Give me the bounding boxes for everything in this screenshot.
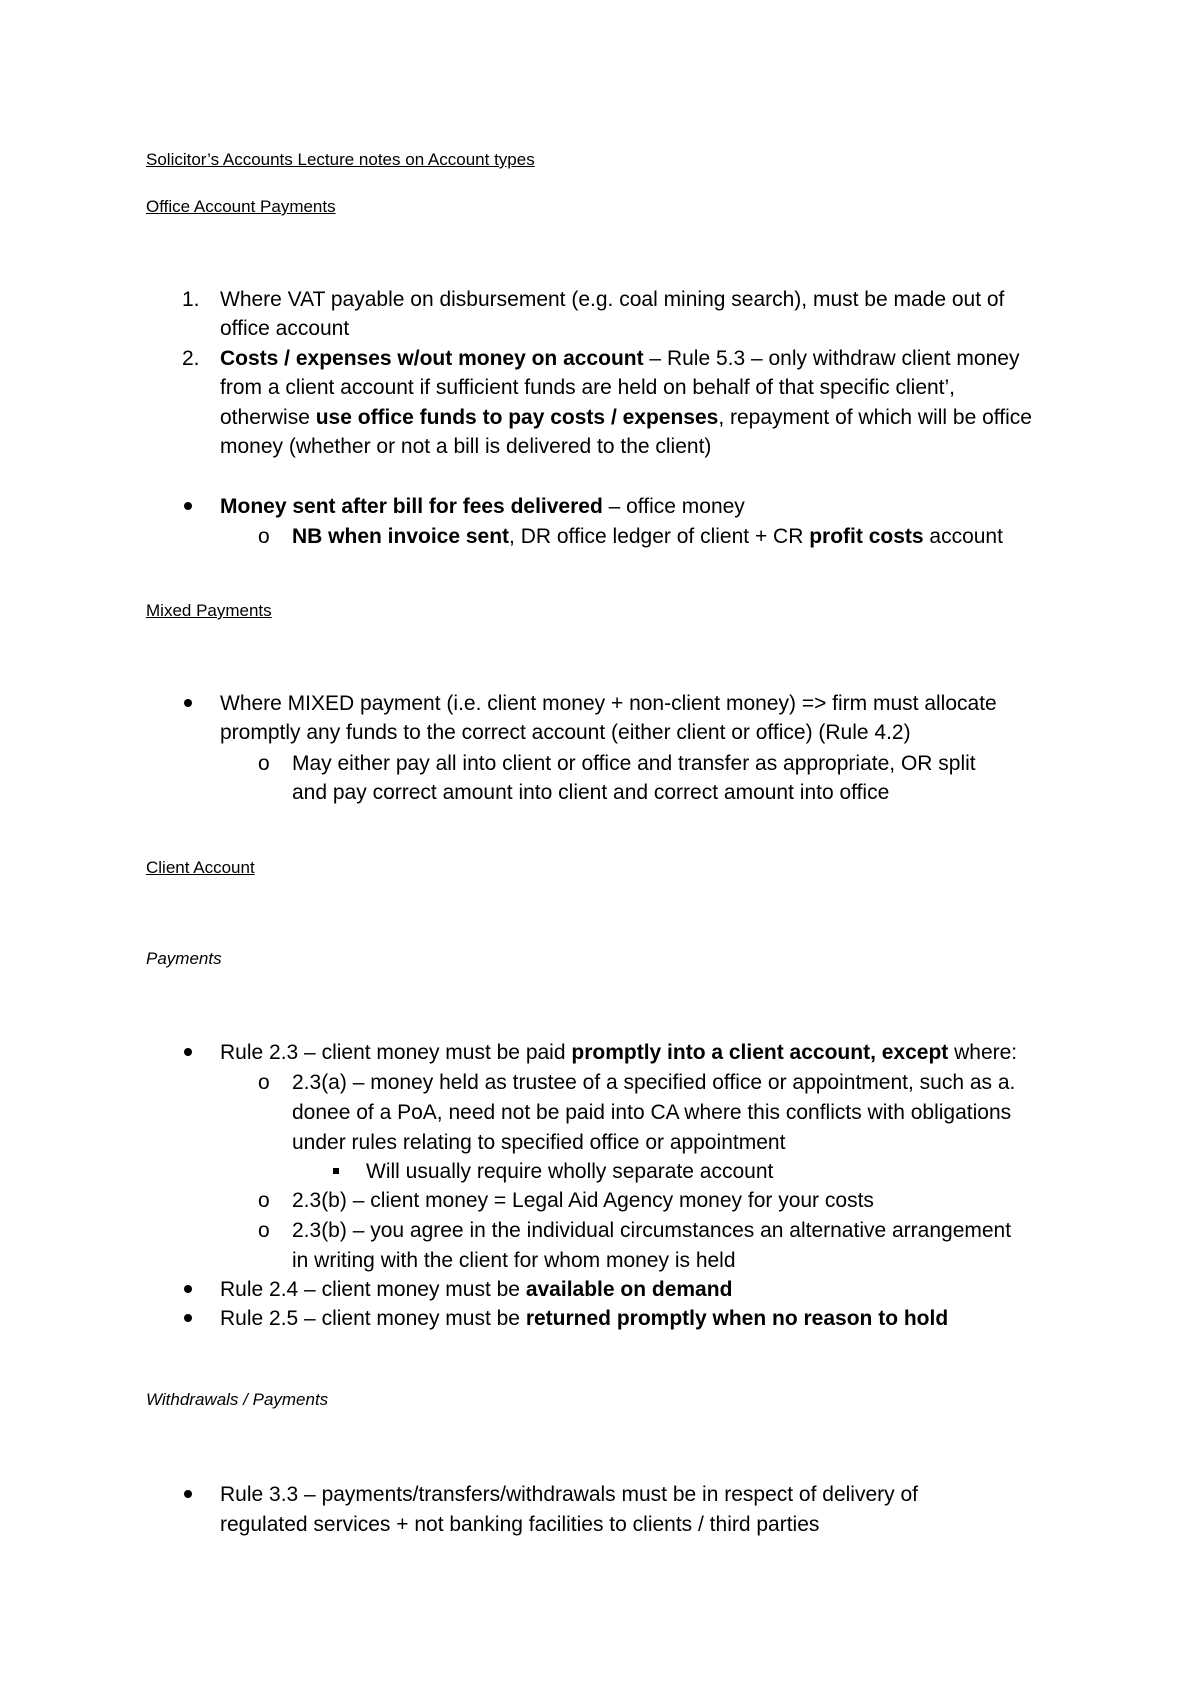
client-b2-bold: available on demand — [525, 1278, 733, 1301]
client-s2: 2.3(b) – client money = Legal Aid Agency money for your costs — [292, 1189, 874, 1212]
item1-line1: Where VAT payable on disbursement (e.g. coal mining search), must be made out of — [220, 288, 1005, 311]
office-sub1-bold1: NB when invoice sent — [292, 525, 510, 548]
office-sub1-mid: , DR office ledger of client + CR — [509, 525, 810, 548]
sub-bullet-marker: o — [258, 752, 270, 775]
sub-bullet-marker: o — [258, 1219, 270, 1242]
client-s1-line1: 2.3(a) – money held as trustee of a specified office or appointment, such as a. — [292, 1071, 1016, 1094]
office-bullet1 — [220, 493, 745, 521]
mixed-payments-heading: Mixed Payments — [146, 601, 272, 620]
withdrawals-subheading: Withdrawals / Payments — [146, 1390, 329, 1409]
mixed-bullet-line2: promptly any funds to the correct account (either client or office) (Rule 4.2) — [220, 721, 911, 744]
bullet-icon — [184, 1285, 192, 1293]
item2-line3 — [220, 404, 1032, 432]
item2-number: 2. — [182, 347, 200, 370]
item2-line1 — [220, 345, 1019, 373]
client-s1-line3: under rules relating to specified office or appointment — [292, 1131, 786, 1154]
client-b3-bold: returned promptly when no reason to hold — [525, 1307, 949, 1330]
client-b4-line1: Rule 3.3 – payments/transfers/withdrawals must be in respect of delivery of — [220, 1483, 918, 1506]
sub-bullet-marker: o — [258, 1189, 270, 1212]
mixed-bullet-line1: Where MIXED payment (i.e. client money + non-client money) => firm must allocate — [220, 692, 997, 715]
client-account-heading: Client Account — [146, 858, 255, 877]
client-bullet3 — [220, 1305, 948, 1333]
item2-l3-pre: otherwise — [220, 406, 316, 429]
payments-subheading: Payments — [146, 949, 222, 968]
mixed-sub-line1: May either pay all into client or office and transfer as appropriate, OR split — [292, 752, 976, 775]
document-title: Solicitor’s Accounts Lecture notes on Account types — [146, 150, 535, 169]
mixed-sub-line2: and pay correct amount into client and correct amount into office — [292, 781, 890, 804]
sub-bullet-marker: o — [258, 525, 270, 548]
square-bullet-icon — [333, 1168, 339, 1174]
client-s1-line2: donee of a PoA, need not be paid into CA where this conflicts with obligations — [292, 1101, 1012, 1124]
item1-line2: office account — [220, 317, 350, 340]
client-b2-pre: Rule 2.4 – client money must be — [220, 1278, 526, 1301]
office-bullet1-rest: – office money — [602, 495, 745, 518]
client-b1-pre: Rule 2.3 – client money must be paid — [220, 1041, 572, 1064]
client-b1-post: where: — [948, 1041, 1018, 1064]
item2-bold: Costs / expenses w/out money on account — [220, 347, 644, 370]
client-bullet1 — [220, 1039, 1017, 1067]
item2-line2: from a client account if sufficient funds are held on behalf of that specific client’, — [220, 376, 956, 399]
client-s3-line1: 2.3(b) – you agree in the individual circumstances an alternative arrangement — [292, 1219, 1012, 1242]
item2-line4: money (whether or not a bill is delivered to the client) — [220, 435, 712, 458]
client-b1-bold: promptly into a client account, except — [571, 1041, 949, 1064]
client-b4-line2: regulated services + not banking facilities to clients / third parties — [220, 1513, 820, 1536]
office-sub1 — [292, 523, 1003, 551]
client-bullet2 — [220, 1276, 732, 1304]
office-sub1-bold2: profit costs — [809, 525, 924, 548]
bullet-icon — [184, 1490, 192, 1498]
bullet-icon — [184, 1314, 192, 1322]
client-ss1: Will usually require wholly separate account — [366, 1160, 774, 1183]
client-b3-pre: Rule 2.5 – client money must be — [220, 1307, 526, 1330]
sub-bullet-marker: o — [258, 1071, 270, 1094]
office-sub1-end: account — [923, 525, 1003, 548]
bullet-icon — [184, 502, 192, 510]
client-s3-line2: in writing with the client for whom money is held — [292, 1249, 736, 1272]
bullet-icon — [184, 699, 192, 707]
office-account-heading: Office Account Payments — [146, 197, 336, 216]
bullet-icon — [184, 1048, 192, 1056]
item2-l3-post: , repayment of which will be office — [718, 406, 1032, 429]
item2-l3-bold: use office funds to pay costs / expenses — [315, 406, 719, 429]
item1-number: 1. — [182, 288, 200, 311]
item2-rest: – Rule 5.3 – only withdraw client money — [643, 347, 1020, 370]
office-bullet1-bold: Money sent after bill for fees delivered — [220, 495, 603, 518]
